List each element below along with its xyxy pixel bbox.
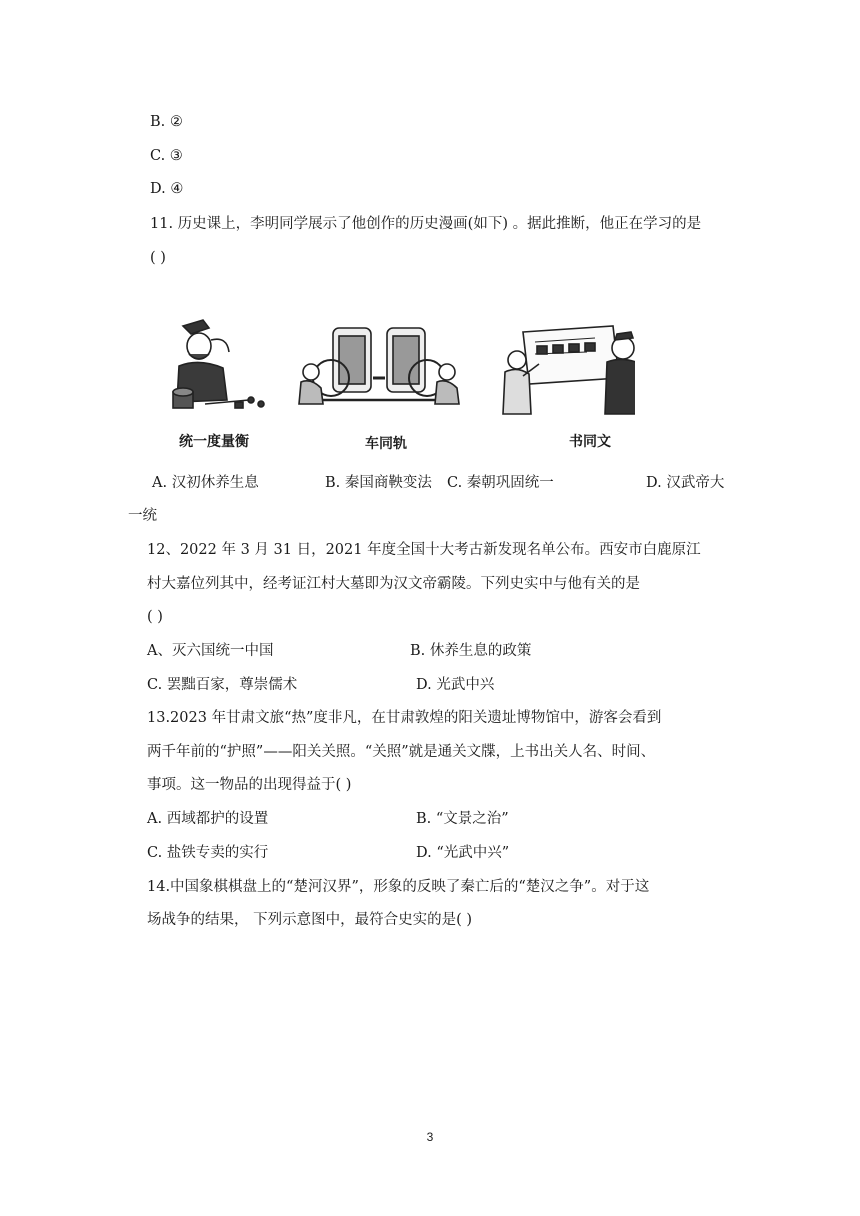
q13-option-b: B. “文景之治” (416, 811, 509, 827)
q11-stem-line1: 11. 历史课上，李明同学展示了他创作的历史漫画(如下) 。据此推断，他正在学习的是 (150, 216, 702, 232)
page-number: 3 (426, 1130, 434, 1144)
cartoon-illustration (165, 318, 635, 428)
caption-measures: 统一度量衡 (179, 434, 249, 450)
q12-line2: 村大嘉位列其中，经考证江村大墓即为汉文帝霸陵。下列史实中与他有关的是 (147, 576, 640, 592)
q13-option-d: D. “光武中兴” (416, 845, 510, 861)
q11-option-a: A. 汉初休养生息 (152, 475, 259, 491)
q12-line1: 12、2022 年 3 月 31 日，2021 年度全国十大考古新发现名单公布。西安市白鹿原江 (147, 542, 701, 558)
q11-option-d: D. 汉武帝大 (646, 475, 725, 491)
q11-option-b: B. 秦国商鞅变法 (325, 475, 432, 491)
panel-measures (173, 320, 264, 408)
caption-carts: 车同轨 (365, 436, 407, 452)
q11-option-d-wrap: 一统 (128, 508, 157, 524)
q11-stem-line2: ( ) (150, 250, 166, 266)
q11-option-c: C. 秦朝巩固统一 (447, 475, 554, 491)
q12-line3: ( ) (147, 609, 163, 625)
q14-line1: 14.中国象棋棋盘上的“楚河汉界”，形象的反映了秦亡后的“楚汉之争”。对于这 (147, 879, 650, 895)
q12-option-d: D. 光武中兴 (416, 677, 495, 693)
q14-line2: 场战争的结果， 下列示意图中，最符合史实的是( ) (147, 912, 473, 928)
q10-option-b: B. ② (150, 114, 183, 130)
panel-carts (299, 328, 459, 404)
q13-option-c: C. 盐铁专卖的实行 (147, 845, 269, 861)
q10-option-d: D. ④ (150, 181, 184, 197)
q12-option-b: B. 休养生息的政策 (410, 643, 532, 659)
history-cartoon (165, 318, 635, 456)
q10-option-c: C. ③ (150, 148, 183, 164)
panel-script (503, 326, 635, 414)
q13-option-a: A. 西域都护的设置 (147, 811, 269, 827)
q12-option-a: A、灭六国统一中国 (147, 643, 274, 659)
q13-line1: 13.2023 年甘肃文旅“热”度非凡，在甘肃敦煌的阳关遗址博物馆中，游客会看到 (147, 710, 662, 726)
q12-option-c: C. 罢黜百家，尊崇儒术 (147, 677, 298, 693)
q13-line2: 两千年前的“护照”——阳关关照。“关照”就是通关文牒，上书出关人名、时间、 (147, 744, 656, 760)
q13-line3: 事项。这一物品的出现得益于( ) (147, 777, 352, 793)
caption-script: 书同文 (569, 434, 611, 450)
